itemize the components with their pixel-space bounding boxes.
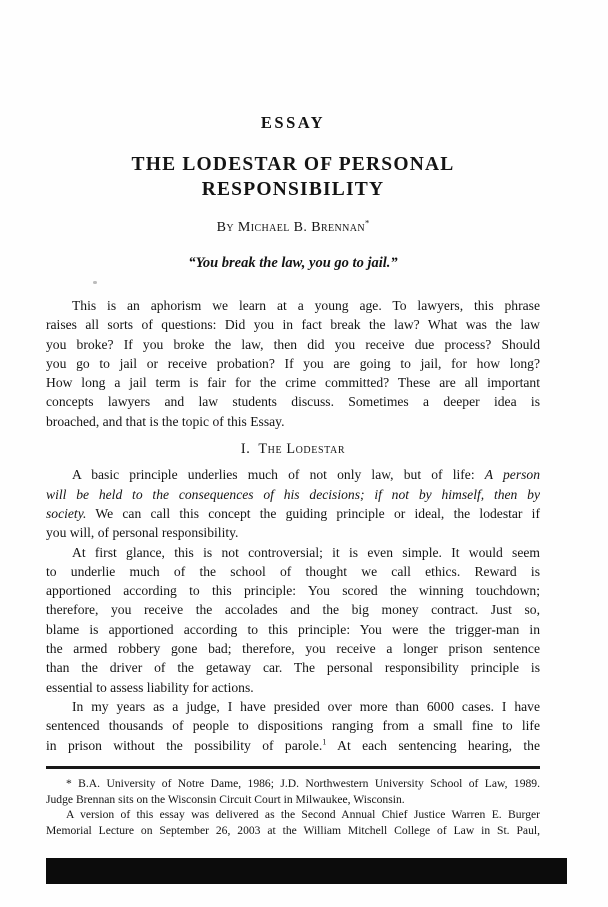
text-line	[46, 504, 540, 523]
text-segment: will be held to the consequences of his decisions; if not by himself, then by	[46, 486, 540, 502]
text-segment: you will, of personal responsibility.	[46, 525, 239, 541]
text-line	[46, 620, 540, 639]
page-title	[46, 152, 540, 202]
paragraph	[46, 697, 540, 755]
paragraph	[46, 807, 540, 838]
text-line	[46, 823, 540, 839]
paragraph	[46, 776, 540, 807]
text-segment: blame is apportioned according to this principle: You were the trigger-man in	[46, 621, 540, 637]
text-line	[46, 697, 540, 716]
essay-kicker: ESSAY	[260, 113, 326, 132]
byline	[46, 217, 540, 236]
paragraph	[46, 543, 540, 697]
text-line	[46, 485, 540, 504]
text-line	[46, 581, 540, 600]
body-text	[46, 296, 540, 755]
text-segment: apportioned according to this principle: You scored the winning touchdown;	[46, 583, 540, 599]
scan-edge-bar-artifact	[46, 858, 567, 884]
text-segment: than the driver of the getaway car. The personal responsibility principle is	[46, 660, 540, 676]
text-segment: the armed robbery gone bad; therefore, you receive a longer prison sentence	[46, 641, 540, 657]
text-segment: you go to jail or receive probation? If you are going to jail, for how long?	[46, 355, 540, 371]
text-segment: sentenced thousands of people to dispositions ranging from a small fine to life	[46, 718, 540, 734]
text-line	[46, 600, 540, 619]
text-segment: Memorial Lecture on September 26, 2003 at the William Mitchell College of Law in St. Paul,	[46, 823, 540, 837]
footnote-reference-marker: 1	[322, 736, 327, 746]
text-segment: therefore, you receive the accolades and the big money contract. Just so,	[46, 602, 540, 618]
text-segment: How long a jail term is fair for the crime committed? These are all important	[46, 375, 540, 391]
page-title-line-1: THE LODESTAR OF PERSONAL	[131, 154, 455, 175]
text-segment: to underlie much of the school of thought we call ethics. Reward is	[46, 563, 540, 579]
epigraph-quote: “You break the law, you go to jail.”	[188, 255, 398, 271]
text-segment: At first glance, this is not controversial; it is even simple. It would seem	[72, 544, 540, 560]
text-segment: We can call this concept the guiding principle or ideal, the lodestar if	[86, 505, 540, 521]
byline-text: By Michael B. Brennan	[216, 220, 366, 235]
text-segment: At each sentencing hearing, the	[326, 737, 540, 753]
page-title-line-2: RESPONSIBILITY	[201, 179, 385, 200]
text-segment: you broke? If you broke the law, then did you receive due process? Should	[46, 336, 540, 352]
text-segment: broached, and that is the topic of this Essay.	[46, 413, 285, 429]
text-segment: * B.A. University of Notre Dame, 1986; J.D. Northwestern University School of Law, 1989.	[66, 777, 540, 790]
text-line	[46, 392, 540, 411]
text-line	[46, 562, 540, 581]
text-segment: raises all sorts of questions: Did you in fact break the law? What was the law	[46, 317, 540, 333]
text-segment: essential to assess liability for actions.	[46, 679, 254, 695]
text-line	[46, 335, 540, 354]
text-line	[46, 373, 540, 392]
text-segment: This is an aphorism we learn at a young age. To lawyers, this phrase	[72, 298, 540, 313]
footnotes	[46, 776, 540, 838]
text-line	[46, 296, 540, 315]
text-line	[46, 716, 540, 735]
text-line	[46, 658, 540, 677]
text-segment: concepts lawyers and law students discuss. Sometimes a deeper idea is	[46, 394, 540, 410]
text-segment: A basic principle underlies much of not only law, but of life:	[72, 467, 485, 483]
text-line	[46, 736, 540, 755]
text-line	[46, 807, 540, 823]
text-line	[46, 465, 540, 484]
text-line	[46, 354, 540, 373]
paragraph	[46, 296, 540, 431]
text-line	[46, 315, 540, 334]
scan-speck-artifact	[93, 281, 97, 284]
text-segment: A person	[484, 467, 540, 483]
byline-footnote-marker: *	[365, 217, 370, 228]
footnote-separator-rule	[46, 766, 540, 769]
text-line	[46, 776, 540, 792]
text-segment: Judge Brennan sits on the Wisconsin Circuit Court in Milwaukee, Wisconsin.	[46, 792, 405, 806]
text-line	[46, 543, 540, 562]
text-segment: A version of this essay was delivered as the Second Annual Chief Justice Warren E. Burger	[66, 808, 540, 822]
text-segment: in prison without the possibility of parole.	[46, 737, 323, 753]
text-segment: In my years as a judge, I have presided over more than 6000 cases. I have	[72, 698, 540, 714]
paragraph	[46, 465, 540, 542]
text-segment: society.	[46, 505, 87, 521]
section-heading: I. The Lodestar	[240, 441, 346, 458]
text-line	[46, 639, 540, 658]
